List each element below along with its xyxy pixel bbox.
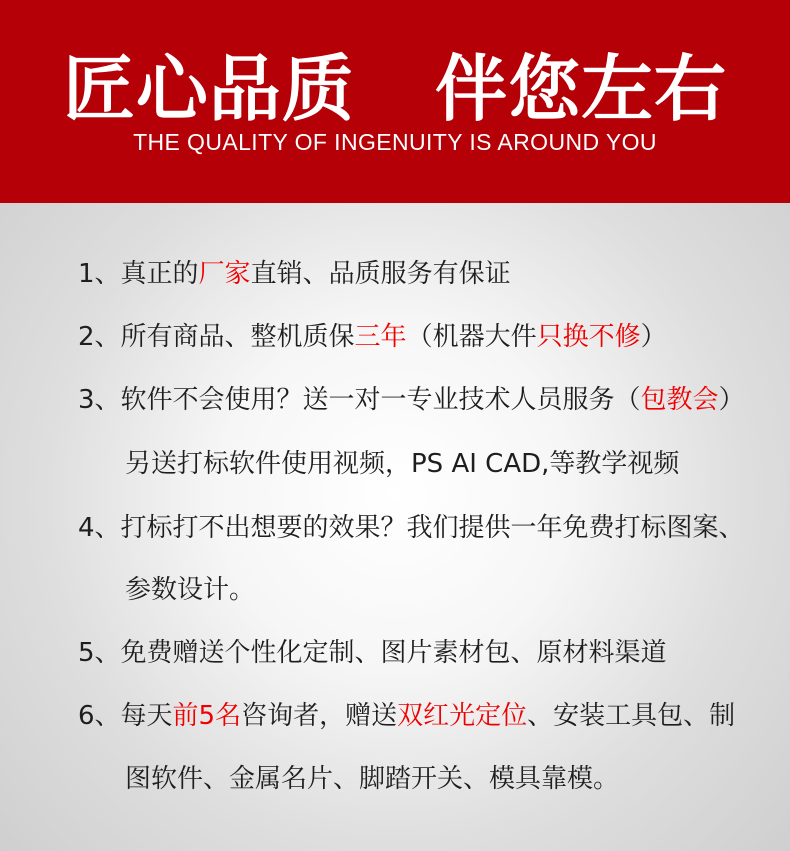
headline-right: 伴您左右 bbox=[435, 47, 728, 131]
headline-left: 匠心品质 bbox=[62, 47, 355, 131]
benefit-2-text-c: ） bbox=[640, 322, 667, 352]
benefit-2 bbox=[78, 322, 667, 352]
benefit-2-text-b: （机器大件 bbox=[406, 322, 537, 352]
benefit-6-text-b: 咨询者，赠送 bbox=[241, 701, 398, 731]
benefit-3-highlight: 包教会 bbox=[640, 385, 719, 415]
headline-subtitle: THE QUALITY OF INGENUITY IS AROUND YOU bbox=[133, 129, 657, 155]
benefit-1-text-b: 直销、品质服务有保证 bbox=[250, 259, 511, 289]
benefit-6-text-c: 、安装工具包、制 bbox=[527, 701, 736, 731]
benefit-6-highlight-b: 双红光定位 bbox=[397, 701, 528, 731]
benefit-2-highlight-b: 只换不修 bbox=[536, 322, 641, 352]
benefit-3 bbox=[78, 385, 745, 415]
benefit-3-continuation: 另送打标软件使用视频，PS AI CAD,等教学视频 bbox=[125, 449, 680, 479]
benefit-6-continuation: 图软件、金属名片、脚踏开关、模具靠模。 bbox=[125, 764, 620, 794]
benefit-3-text-a: 3、软件不会使用？送一对一专业技术人员服务（ bbox=[78, 385, 641, 415]
benefit-4-continuation: 参数设计。 bbox=[125, 575, 256, 605]
benefit-2-text-a: 2、所有商品、整机质保 bbox=[78, 322, 355, 352]
benefit-1 bbox=[78, 259, 511, 289]
benefit-1-text-a: 1、真正的 bbox=[78, 259, 199, 289]
header-banner bbox=[0, 0, 790, 203]
benefit-6-text-a: 6、每天 bbox=[78, 701, 173, 731]
benefit-5: 5、免费赠送个性化定制、图片素材包、原材料渠道 bbox=[78, 638, 667, 668]
benefit-6 bbox=[78, 701, 735, 731]
benefit-3-text-b: ） bbox=[718, 385, 745, 415]
benefits-panel bbox=[0, 203, 790, 851]
benefit-1-highlight: 厂家 bbox=[198, 259, 251, 289]
headline bbox=[0, 47, 790, 131]
benefit-4: 4、打标打不出想要的效果？我们提供一年免费打标图案、 bbox=[78, 513, 745, 543]
benefit-6-highlight-a: 前5名 bbox=[172, 701, 242, 731]
benefit-2-highlight-a: 三年 bbox=[354, 322, 407, 352]
